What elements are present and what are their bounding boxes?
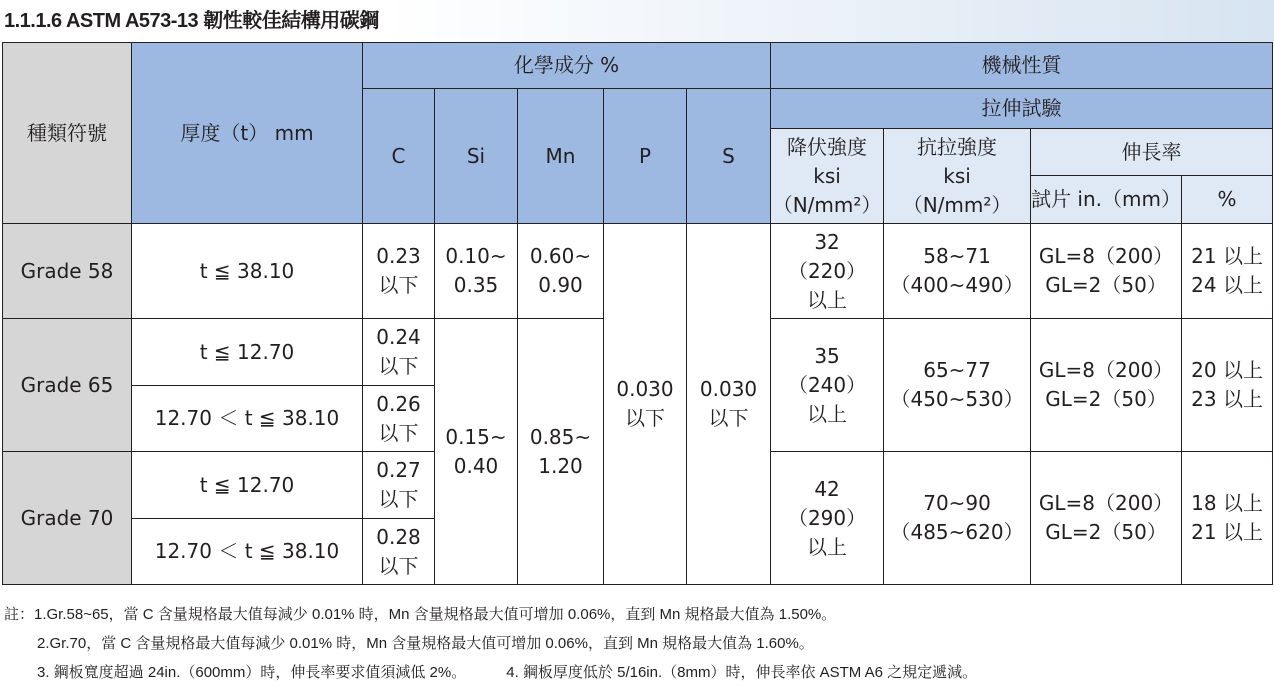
page-title: 1.1.1.6 ASTM A573-13 韌性較佳結構用碳鋼 xyxy=(4,10,379,32)
grade-65-yield: 35 （240） 以上 xyxy=(771,319,884,452)
grade-58-c: 0.23 以下 xyxy=(363,224,435,319)
grade-65-label: Grade 65 xyxy=(3,319,132,452)
grade-58-thickness: t ≦ 38.10 xyxy=(132,224,363,319)
header-percent: % xyxy=(1182,176,1273,224)
header-si: Si xyxy=(435,89,518,224)
grade-70-tensile: 70~90 （485~620） xyxy=(884,452,1031,585)
grade-70-percent: 18 以上 21 以上 xyxy=(1182,452,1273,585)
header-elongation: 伸長率 xyxy=(1031,129,1273,176)
spec-table xyxy=(2,42,1273,585)
shared-si: 0.15~ 0.40 xyxy=(435,319,518,585)
note-2: 2.Gr.70，當 C 含量規格最大值每減少 0.01% 時，Mn 含量規格最大值可增加 0.06%，直到 Mn 規格最大值為 1.60%。 xyxy=(37,635,814,652)
header-mech: 機械性質 xyxy=(771,43,1273,89)
grade-58-percent: 21 以上 24 以上 xyxy=(1182,224,1273,319)
header-type: 種類符號 xyxy=(3,43,132,224)
grade-65-thickness-a: t ≦ 12.70 xyxy=(132,319,363,386)
header-chem: 化學成分 % xyxy=(363,43,771,89)
grade-65-tensile: 65~77 （450~530） xyxy=(884,319,1031,452)
header-tensile-strength: 抗拉強度 ksi （N/mm²） xyxy=(884,129,1031,224)
title-bar xyxy=(0,0,1274,42)
shared-s: 0.030 以下 xyxy=(687,224,771,585)
grade-70-yield: 42 （290） 以上 xyxy=(771,452,884,585)
grade-58-mn: 0.60~ 0.90 xyxy=(518,224,604,319)
header-mn: Mn xyxy=(518,89,604,224)
note-1: 註：1.Gr.58~65，當 C 含量規格最大值每減少 0.01% 時，Mn 含量規格最大值可增加 0.06%，直到 Mn 規格最大值為 1.50%。 xyxy=(4,606,837,623)
grade-65-thickness-b: 12.70 ＜ t ≦ 38.10 xyxy=(132,386,363,452)
grade-70-specimen: GL=8（200） GL=2（50） xyxy=(1031,452,1182,585)
header-tensile-test: 拉伸試驗 xyxy=(771,89,1273,129)
grade-58-specimen: GL=8（200） GL=2（50） xyxy=(1031,224,1182,319)
grade-70-c-b: 0.28 以下 xyxy=(363,519,435,585)
header-s: S xyxy=(687,89,771,224)
grade-65-specimen: GL=8（200） GL=2（50） xyxy=(1031,319,1182,452)
grade-58-label: Grade 58 xyxy=(3,224,132,319)
header-yield: 降伏強度 ksi （N/mm²） xyxy=(771,129,884,224)
grade-65-c-a: 0.24 以下 xyxy=(363,319,435,386)
header-thickness: 厚度（t） mm xyxy=(132,43,363,224)
grade-58-si: 0.10~ 0.35 xyxy=(435,224,518,319)
header-specimen: 試片 in.（mm） xyxy=(1031,176,1182,224)
grade-65-percent: 20 以上 23 以上 xyxy=(1182,319,1273,452)
shared-mn: 0.85~ 1.20 xyxy=(518,319,604,585)
note-3-4 xyxy=(4,658,977,687)
grade-70-label: Grade 70 xyxy=(3,452,132,585)
grade-58-yield: 32 （220） 以上 xyxy=(771,224,884,319)
note-4: 4. 鋼板厚度低於 5/16in.（8mm）時，伸長率依 ASTM A6 之規定遞減。 xyxy=(506,664,978,681)
grade-65-c-b: 0.26 以下 xyxy=(363,386,435,452)
grade-70-thickness-a: t ≦ 12.70 xyxy=(132,452,363,519)
header-c: C xyxy=(363,89,435,224)
shared-p: 0.030 以下 xyxy=(604,224,687,585)
notes xyxy=(4,600,977,687)
grade-70-c-a: 0.27 以下 xyxy=(363,452,435,519)
note-3: 3. 鋼板寬度超過 24in.（600mm）時，伸長率要求值須減低 2%。 xyxy=(37,664,467,681)
grade-70-thickness-b: 12.70 ＜ t ≦ 38.10 xyxy=(132,519,363,585)
header-p: P xyxy=(604,89,687,224)
grade-58-tensile: 58~71 （400~490） xyxy=(884,224,1031,319)
